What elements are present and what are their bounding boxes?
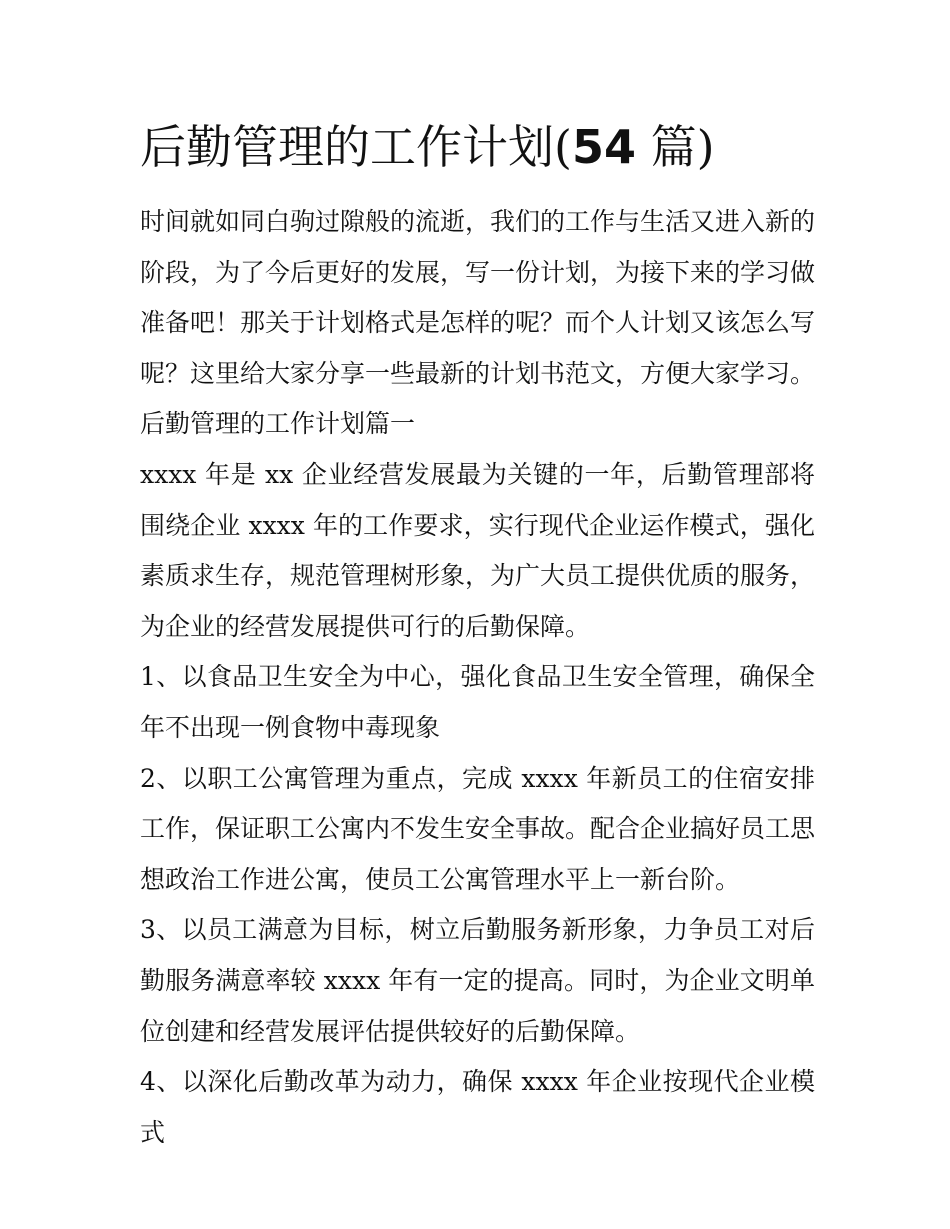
intro-paragraph: 时间就如同白驹过隙般的流逝，我们的工作与生活又进入新的阶段，为了今后更好的发展，写一份计划，为接下来的学习做准备吧！那关于计划格式是怎样的呢？而个人计划又该怎么写呢？这里给大家分享一些最新的计划书范文，方便大家学习。 [140, 207, 816, 388]
document-title [140, 112, 840, 182]
section-heading: 后勤管理的工作计划篇一 [140, 409, 416, 439]
title-text: 后勤管理的工作计划( [140, 120, 572, 174]
title-suffix: 篇) [635, 120, 715, 174]
body-paragraph: xxxx 年是 xx 企业经营发展最为关键的一年，后勤管理部将围绕企业 xxxx 年的工作要求，实行现代企业运作模式，强化素质求生存，规范管理树形象，为广大员工提供优质的服务，为企业的经营发展提供可行的后勤保障。 [140, 459, 816, 641]
list-item-3: 3、以员工满意为目标，树立后勤服务新形象，力争员工对后勤服务满意率较 xxxx 年有一定的提高。同时，为企业文明单位创建和经营发展评估提供较好的后勤保障。 [140, 915, 815, 1046]
list-item-2: 2、以职工公寓管理为重点，完成 xxxx 年新员工的住宿安排工作，保证职工公寓内不发生安全事故。配合企业搞好员工思想政治工作进公寓，使员工公寓管理水平上一新台阶。 [140, 763, 816, 894]
list-item-4: 4、以深化后勤改革为动力，确保 xxxx 年企业按现代企业模式 [140, 1067, 815, 1147]
list-item-1: 1、以食品卫生安全为中心，强化食品卫生安全管理，确保全年不出现一例食物中毒现象 [140, 662, 815, 742]
title-count: 54 [571, 120, 636, 174]
document-body [140, 197, 815, 1158]
